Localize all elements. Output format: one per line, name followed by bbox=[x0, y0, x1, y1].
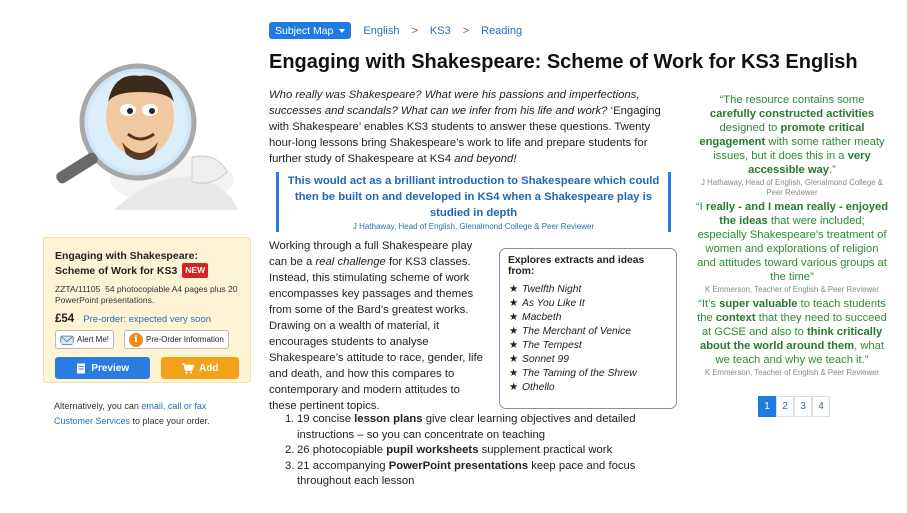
body-text-part1: Working through a full Shakespeare play can be a bbox=[269, 240, 473, 268]
list-item-bold: PowerPoint presentations bbox=[388, 459, 529, 472]
featured-quote-text: This would act as a brilliant introduction to Shakespeare which could then be built on and developed in KS4 when a Shakespeare play is studied in depth bbox=[287, 175, 660, 219]
list-item bbox=[508, 367, 668, 381]
explores-item-label: The Taming of the Shrew bbox=[522, 368, 637, 379]
feature-list bbox=[285, 412, 665, 490]
order-alternatives bbox=[54, 399, 244, 429]
list-item bbox=[285, 443, 665, 459]
list-item-pre: 26 photocopiable bbox=[297, 444, 387, 456]
list-item-post: give clear learning objectives and detailed instructions – so you can concentrate on teaching bbox=[297, 413, 636, 441]
caret-down-icon bbox=[339, 29, 345, 33]
review-3 bbox=[695, 297, 889, 378]
customer-services-link[interactable]: Customer Services bbox=[54, 416, 131, 426]
preview-label: Preview bbox=[91, 362, 130, 374]
list-item-post: supplement practical work bbox=[478, 444, 613, 456]
list-item-pre: 21 accompanying bbox=[297, 459, 389, 472]
explores-list bbox=[508, 283, 668, 395]
star-icon: ★ bbox=[509, 354, 519, 365]
secondary-actions bbox=[55, 330, 239, 349]
product-description: 54 photocopiable A4 pages plus 20 PowerPoint presentations. bbox=[55, 284, 238, 305]
page-title: Engaging with Shakespeare: Scheme of Work for KS3 English bbox=[269, 51, 858, 73]
review-fragment: to teach students the bbox=[697, 298, 886, 324]
list-item-bold: lesson plans bbox=[354, 413, 423, 425]
review-highlight: promote critical engagement bbox=[699, 122, 865, 148]
breadcrumb bbox=[269, 22, 522, 39]
list-item bbox=[508, 325, 668, 339]
cart-icon bbox=[182, 363, 194, 374]
review-text bbox=[695, 93, 889, 177]
star-icon: ★ bbox=[509, 326, 519, 337]
list-item-pre: 19 concise bbox=[297, 413, 355, 425]
review-2 bbox=[695, 200, 889, 295]
body-text-part2: for KS3 classes. Instead, this stimulating scheme of work encompasses key passages and themes from some of the Bard’s greatest works. Drawing on a wealth of material, it encourages students to analyse Shakespeare’s attitude to race, gender, life and death, and how this compares to contemporary and modern attitudes to these pertinent topics. bbox=[269, 256, 483, 412]
list-item-text bbox=[297, 459, 665, 490]
featured-quote-cite: J Hathaway, Head of English, Glenalmond College & Peer Reviewer bbox=[352, 222, 595, 231]
list-item bbox=[508, 283, 668, 297]
product-card bbox=[43, 237, 251, 383]
intro-text: ‘Engaging with Shakespeare’ enables KS3 students to answer these questions. Twenty hour-long lessons bring Shakespeare’s work to life and prepare students for further study of Shakespeare at KS4 bbox=[269, 105, 661, 165]
review-fragment: .” bbox=[829, 164, 836, 176]
review-highlight: very accessible way bbox=[748, 150, 871, 176]
add-label: Add bbox=[199, 362, 219, 374]
new-badge: NEW bbox=[182, 263, 208, 278]
breadcrumb-separator: > bbox=[462, 24, 470, 37]
add-to-cart-button[interactable] bbox=[161, 357, 239, 379]
list-item-text bbox=[297, 412, 665, 443]
explores-title: Explores extracts and ideas from: bbox=[508, 255, 645, 277]
preorder-info-button[interactable] bbox=[124, 330, 229, 349]
body-paragraph bbox=[269, 238, 489, 414]
list-item bbox=[508, 311, 668, 325]
list-item bbox=[508, 297, 668, 311]
alert-me-button[interactable] bbox=[55, 330, 114, 349]
body-text-italic: real challenge bbox=[315, 256, 386, 268]
review-highlight: really - and I mean really - enjoyed the ideas bbox=[705, 201, 889, 227]
intro-italic-lead: Who really was Shakespeare? What were his passions and imperfections, successes and scandals? What can we infer from his life and work? bbox=[269, 89, 640, 117]
explores-item-label: As You Like It bbox=[522, 298, 585, 309]
product-meta bbox=[55, 284, 239, 306]
product-price: £54 bbox=[55, 313, 75, 325]
list-item-bold: pupil worksheets bbox=[386, 444, 479, 456]
explores-item-label: The Merchant of Venice bbox=[522, 326, 631, 337]
breadcrumb-separator: > bbox=[411, 24, 418, 37]
list-item bbox=[285, 412, 665, 443]
review-1 bbox=[695, 93, 889, 198]
review-cite: J Hathaway, Head of English, Glenalmond College & Peer Reviewer bbox=[701, 178, 883, 197]
list-item-text bbox=[297, 443, 612, 459]
preorder-status: Pre-order: expected very soon bbox=[83, 314, 212, 325]
preview-button[interactable] bbox=[55, 357, 150, 379]
review-highlight: context bbox=[715, 312, 756, 324]
list-item bbox=[508, 353, 668, 367]
review-fragment: “I bbox=[695, 201, 706, 213]
list-item bbox=[508, 381, 668, 395]
list-number: 2. bbox=[285, 444, 295, 456]
intro-italic-tail: and beyond! bbox=[454, 153, 517, 165]
star-icon: ★ bbox=[509, 284, 519, 295]
product-title-text: Engaging with Shakespeare: Scheme of Work for KS3 bbox=[55, 250, 198, 277]
breadcrumb-english[interactable]: English bbox=[363, 24, 400, 37]
info-icon: i bbox=[129, 333, 143, 347]
page-2-button[interactable]: 2 bbox=[776, 396, 794, 417]
review-cite: K Emmerson, Teacher of English & Peer Reviewer bbox=[704, 368, 880, 377]
explores-item-label: Sonnet 99 bbox=[522, 354, 569, 365]
review-fragment: that they need to succeed at GCSE and also to bbox=[701, 312, 887, 338]
page-1-button[interactable]: 1 bbox=[758, 396, 776, 417]
list-number: 1. bbox=[285, 413, 295, 425]
contact-link[interactable]: email, call or fax bbox=[141, 401, 207, 411]
review-highlight: think critically about the world around them bbox=[700, 326, 883, 352]
product-code: ZZTA/11105 bbox=[55, 284, 101, 294]
product-hero-image bbox=[42, 62, 238, 210]
explores-item-label: Macbeth bbox=[522, 312, 562, 323]
star-icon: ★ bbox=[509, 368, 519, 379]
page-4-button[interactable]: 4 bbox=[812, 396, 830, 417]
review-fragment: designed to bbox=[719, 122, 781, 134]
primary-actions bbox=[55, 357, 239, 379]
review-highlight: super valuable bbox=[719, 298, 798, 310]
explores-item-label: Othello bbox=[522, 382, 555, 393]
review-text bbox=[695, 297, 889, 367]
breadcrumb-ks3[interactable]: KS3 bbox=[429, 24, 451, 37]
review-highlight: carefully constructed activities bbox=[709, 108, 875, 120]
list-number: 3. bbox=[285, 459, 295, 472]
subject-map-button[interactable] bbox=[269, 22, 351, 39]
page-3-button[interactable]: 3 bbox=[794, 396, 812, 417]
list-item bbox=[285, 459, 665, 490]
review-fragment: “The resource contains some bbox=[719, 94, 865, 106]
subject-map-label: Subject Map bbox=[275, 24, 334, 37]
star-icon: ★ bbox=[509, 298, 519, 309]
envelope-icon bbox=[60, 333, 74, 347]
explores-item-label: Twelfth Night bbox=[522, 284, 582, 295]
star-icon: ★ bbox=[509, 340, 519, 351]
review-cite: K Emmerson, Teacher of English & Peer Reviewer bbox=[704, 285, 880, 294]
alert-me-label: Alert Me! bbox=[77, 335, 110, 344]
review-fragment: , what we teach and why we teach it.” bbox=[715, 340, 884, 366]
review-fragment: that were included; especially Shakespeare’s treatment of women and explorations of religion and attitudes toward various groups at the time” bbox=[697, 215, 887, 283]
star-icon: ★ bbox=[509, 382, 519, 393]
review-fragment: with some rather meaty issues, but it does this in a bbox=[713, 136, 885, 162]
product-title bbox=[55, 250, 239, 278]
preorder-info-label: Pre-Order Information bbox=[146, 335, 224, 344]
review-text bbox=[695, 200, 889, 284]
breadcrumb-reading[interactable]: Reading bbox=[481, 24, 523, 37]
review-pagination bbox=[758, 396, 830, 417]
alt-pre: Alternatively, you can bbox=[54, 401, 142, 411]
star-icon: ★ bbox=[509, 312, 519, 323]
explores-item-label: The Tempest bbox=[522, 340, 582, 351]
alt-post: to place your order. bbox=[130, 416, 210, 426]
list-item-post: keep pace and focus throughout each lesson bbox=[297, 459, 636, 487]
review-fragment: “It’s bbox=[698, 298, 720, 310]
price-row bbox=[55, 313, 239, 325]
document-icon bbox=[76, 363, 86, 374]
featured-quote bbox=[276, 172, 671, 232]
intro-paragraph bbox=[269, 87, 679, 167]
list-item bbox=[508, 339, 668, 353]
explores-box bbox=[499, 248, 677, 409]
